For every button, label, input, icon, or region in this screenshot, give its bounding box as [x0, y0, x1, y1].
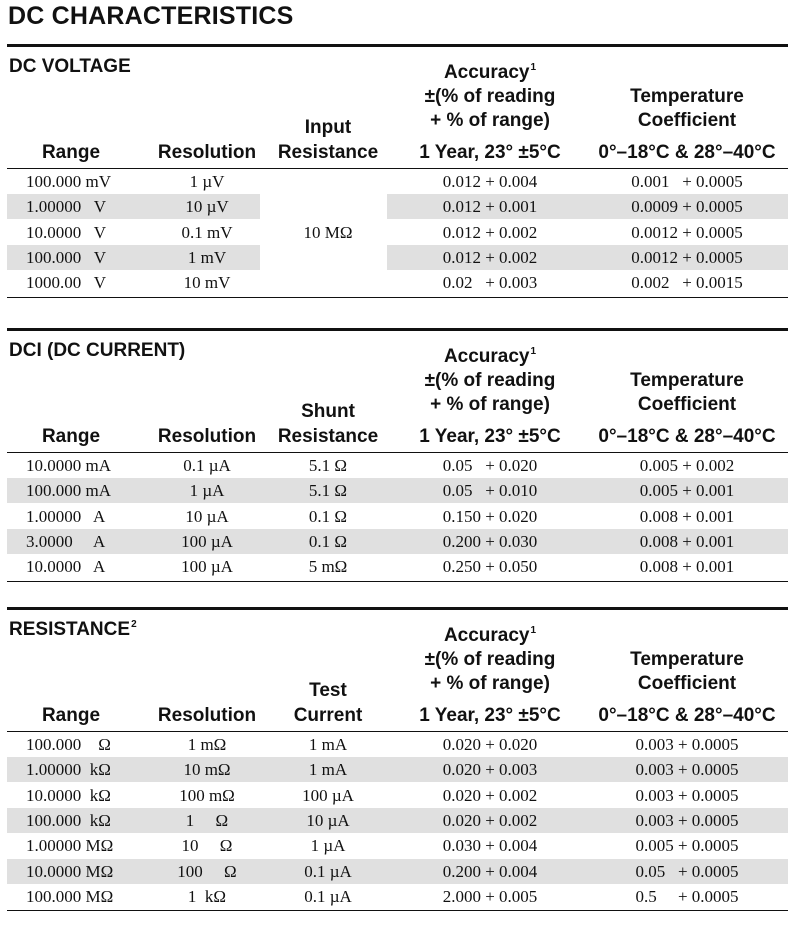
temp-coefficient-cell: 0.0012 + 0.0005: [631, 222, 743, 242]
temp-header-line2: Coefficient: [637, 110, 737, 131]
resolution-cell: 10 µV: [185, 197, 229, 217]
table-row: [7, 220, 788, 245]
accuracy-cell: 0.020 + 0.002: [442, 785, 538, 805]
range-cell: 100.000 kΩ: [26, 810, 111, 830]
temp-header-line1: Temperature: [630, 649, 744, 670]
mid-header-line1: Test: [309, 680, 347, 701]
section-title-text: DCI (DC CURRENT): [9, 340, 186, 361]
temp-header-line1: Temperature: [630, 370, 744, 391]
accuracy-footnote: 1: [530, 625, 537, 636]
accuracy-header: [395, 619, 585, 648]
mid-cell: 0.1 µA: [304, 861, 352, 881]
accuracy-cell: 0.030 + 0.004: [442, 836, 538, 856]
temp-coefficient-cell: 0.0012 + 0.0005: [631, 247, 743, 267]
mid-cell: 1 mA: [308, 735, 348, 754]
range-cell: 100.000 Ω: [26, 735, 111, 754]
resolution-cell: 10 mV: [183, 273, 231, 293]
merged-mid-value: 10 MΩ: [303, 222, 353, 242]
mid-cell: 0.1 Ω: [308, 531, 348, 551]
temp-coefficient-cell: 0.003 + 0.0005: [635, 735, 739, 754]
range-cell: 1.00000 A: [26, 506, 106, 526]
mid-cell: 1 mA: [308, 760, 348, 780]
range-cell: 10.0000 A: [26, 557, 106, 577]
mid-header-line2: Resistance: [277, 426, 379, 447]
mid-cell: 5.1 Ω: [308, 456, 348, 475]
accuracy-cell: 0.05 + 0.010: [442, 481, 538, 501]
temp-header-line2: Coefficient: [637, 673, 737, 694]
accuracy-cell: 0.02 + 0.003: [442, 273, 538, 293]
accuracy-cell: 0.012 + 0.002: [442, 247, 538, 267]
resolution-cell: 0.1 µA: [183, 456, 231, 475]
temp-header-line3: 0°–18°C & 28°–40°C: [598, 142, 776, 163]
resolution-cell: 1 Ω: [185, 810, 229, 830]
section-title-footnote: 2: [131, 619, 137, 630]
accuracy-cell: 0.020 + 0.003: [442, 760, 538, 780]
accuracy-header-text: Accuracy: [443, 62, 530, 83]
accuracy-header-line3: + % of range): [430, 673, 550, 694]
temp-coefficient-cell: 0.5 + 0.0005: [635, 886, 739, 906]
section-bottom-rule: [7, 297, 788, 298]
temp-coefficient-cell: 0.005 + 0.0005: [635, 836, 739, 856]
temp-coefficient-cell: 0.003 + 0.0005: [635, 760, 739, 780]
resolution-cell: 1 kΩ: [187, 886, 227, 906]
temp-coefficient-cell: 0.008 + 0.001: [639, 531, 735, 551]
section-title-text: DC VOLTAGE: [9, 56, 131, 77]
accuracy-header-line3: + % of range): [430, 110, 550, 131]
accuracy-cell: 0.012 + 0.002: [442, 222, 538, 242]
accuracy-cell: 0.200 + 0.004: [442, 861, 538, 881]
range-cell: 100.000 mV: [26, 172, 111, 191]
section-top-rule: [7, 44, 788, 47]
range-cell: 10.0000 V: [26, 222, 106, 242]
temp-header-line1: Temperature: [630, 86, 744, 107]
resolution-cell: 1 µA: [189, 481, 225, 501]
resolution-cell: 100 µA: [181, 557, 233, 577]
accuracy-cell: 0.200 + 0.030: [442, 531, 538, 551]
table-row: [7, 808, 788, 833]
accuracy-cell: 0.150 + 0.020: [442, 506, 538, 526]
resolution-cell: 100 Ω: [177, 861, 237, 881]
table-row: [7, 529, 788, 554]
range-cell: 100.000 mA: [26, 481, 111, 501]
mid-cell: 5.1 Ω: [308, 481, 348, 501]
table-row: [7, 169, 788, 194]
accuracy-header-text: Accuracy: [443, 625, 530, 646]
accuracy-header-line2: ±(% of reading: [424, 86, 556, 107]
accuracy-cell: 2.000 + 0.005: [442, 886, 538, 906]
accuracy-footnote: 1: [530, 62, 537, 73]
resolution-cell: 0.1 mV: [181, 222, 233, 242]
table-row: [7, 884, 788, 909]
accuracy-header-line4: 1 Year, 23° ±5°C: [419, 705, 561, 726]
accuracy-cell: 0.020 + 0.002: [442, 810, 538, 830]
table-row: [7, 833, 788, 858]
accuracy-cell: 0.012 + 0.001: [442, 197, 538, 217]
range-cell: 3.0000 A: [26, 531, 106, 551]
temp-coefficient-cell: 0.001 + 0.0005: [631, 172, 743, 191]
table-row: [7, 245, 788, 270]
accuracy-header-line2: ±(% of reading: [424, 649, 556, 670]
accuracy-header-line3: + % of range): [430, 394, 550, 415]
temp-coefficient-cell: 0.008 + 0.001: [639, 557, 735, 577]
spec-section: [7, 607, 788, 912]
resolution-cell: 100 µA: [181, 531, 233, 551]
temp-coefficient-cell: 0.008 + 0.001: [639, 506, 735, 526]
table-row: [7, 504, 788, 529]
mid-header-line2: Current: [293, 705, 363, 726]
section-bottom-rule: [7, 910, 788, 911]
accuracy-header: [395, 56, 585, 85]
temp-coefficient-cell: 0.005 + 0.001: [639, 481, 735, 501]
mid-cell: 1 µA: [310, 836, 346, 856]
resolution-cell: 10 µA: [185, 506, 229, 526]
resolution-cell: 1 mΩ: [187, 735, 227, 754]
accuracy-cell: 0.05 + 0.020: [442, 456, 538, 475]
range-cell: 10.0000 kΩ: [26, 785, 111, 805]
spec-section: [7, 328, 788, 583]
accuracy-footnote: 1: [530, 346, 537, 357]
range-cell: 1000.00 V: [26, 273, 106, 293]
table-row: [7, 270, 788, 295]
section-bottom-rule: [7, 581, 788, 582]
section-title: [9, 619, 137, 641]
mid-cell: 0.1 Ω: [308, 506, 348, 526]
temp-coefficient-cell: 0.003 + 0.0005: [635, 785, 739, 805]
table-row: [7, 757, 788, 782]
accuracy-cell: 0.012 + 0.004: [442, 172, 538, 191]
temp-header-line2: Coefficient: [637, 394, 737, 415]
temp-header-line3: 0°–18°C & 28°–40°C: [598, 705, 776, 726]
accuracy-header-line4: 1 Year, 23° ±5°C: [419, 426, 561, 447]
range-cell: 100.000 MΩ: [26, 886, 114, 906]
resolution-cell: 100 mΩ: [179, 785, 235, 805]
temp-coefficient-cell: 0.0009 + 0.0005: [631, 197, 743, 217]
resolution-cell: 10 Ω: [181, 836, 233, 856]
range-header: Range: [41, 426, 101, 447]
resolution-header: Resolution: [157, 426, 257, 447]
section-title: [9, 340, 185, 362]
table-row: [7, 732, 788, 757]
resolution-header: Resolution: [157, 142, 257, 163]
mid-header-line1: Input: [304, 117, 352, 138]
table-row: [7, 554, 788, 579]
temp-coefficient-cell: 0.05 + 0.0005: [635, 861, 739, 881]
range-cell: 10.0000 mA: [26, 456, 111, 475]
table-row: [7, 194, 788, 219]
section-top-rule: [7, 607, 788, 610]
mid-cell: 5 mΩ: [308, 557, 348, 577]
mid-cell: 10 µA: [306, 810, 350, 830]
accuracy-header-line2: ±(% of reading: [424, 370, 556, 391]
resolution-cell: 1 mV: [187, 247, 227, 267]
temp-coefficient-cell: 0.002 + 0.0015: [631, 273, 743, 293]
range-cell: 1.00000 MΩ: [26, 836, 114, 856]
temp-coefficient-cell: 0.005 + 0.002: [639, 456, 735, 475]
table-row: [7, 859, 788, 884]
table-row: [7, 453, 788, 478]
page-title: DC CHARACTERISTICS: [8, 2, 294, 30]
temp-coefficient-cell: 0.003 + 0.0005: [635, 810, 739, 830]
range-cell: 100.000 V: [26, 247, 106, 267]
table-row: [7, 478, 788, 503]
accuracy-cell: 0.020 + 0.020: [442, 735, 538, 754]
range-header: Range: [41, 705, 101, 726]
range-cell: 1.00000 kΩ: [26, 760, 111, 780]
section-title: [9, 56, 131, 78]
mid-cell: 100 µA: [302, 785, 354, 805]
spec-section: [7, 44, 788, 299]
accuracy-cell: 0.250 + 0.050: [442, 557, 538, 577]
table-row: [7, 783, 788, 808]
accuracy-header-line4: 1 Year, 23° ±5°C: [419, 142, 561, 163]
range-cell: 10.0000 MΩ: [26, 861, 114, 881]
mid-header-line1: Shunt: [301, 401, 355, 422]
accuracy-header-text: Accuracy: [443, 346, 530, 367]
section-title-text: RESISTANCE: [9, 619, 131, 640]
resolution-cell: 1 µV: [189, 172, 225, 191]
resolution-cell: 10 mΩ: [183, 760, 231, 780]
accuracy-header: [395, 340, 585, 369]
mid-header-line2: Resistance: [277, 142, 379, 163]
range-header: Range: [41, 142, 101, 163]
range-cell: 1.00000 V: [26, 197, 106, 217]
mid-cell: 0.1 µA: [304, 886, 352, 906]
resolution-header: Resolution: [157, 705, 257, 726]
temp-header-line3: 0°–18°C & 28°–40°C: [598, 426, 776, 447]
section-top-rule: [7, 328, 788, 331]
